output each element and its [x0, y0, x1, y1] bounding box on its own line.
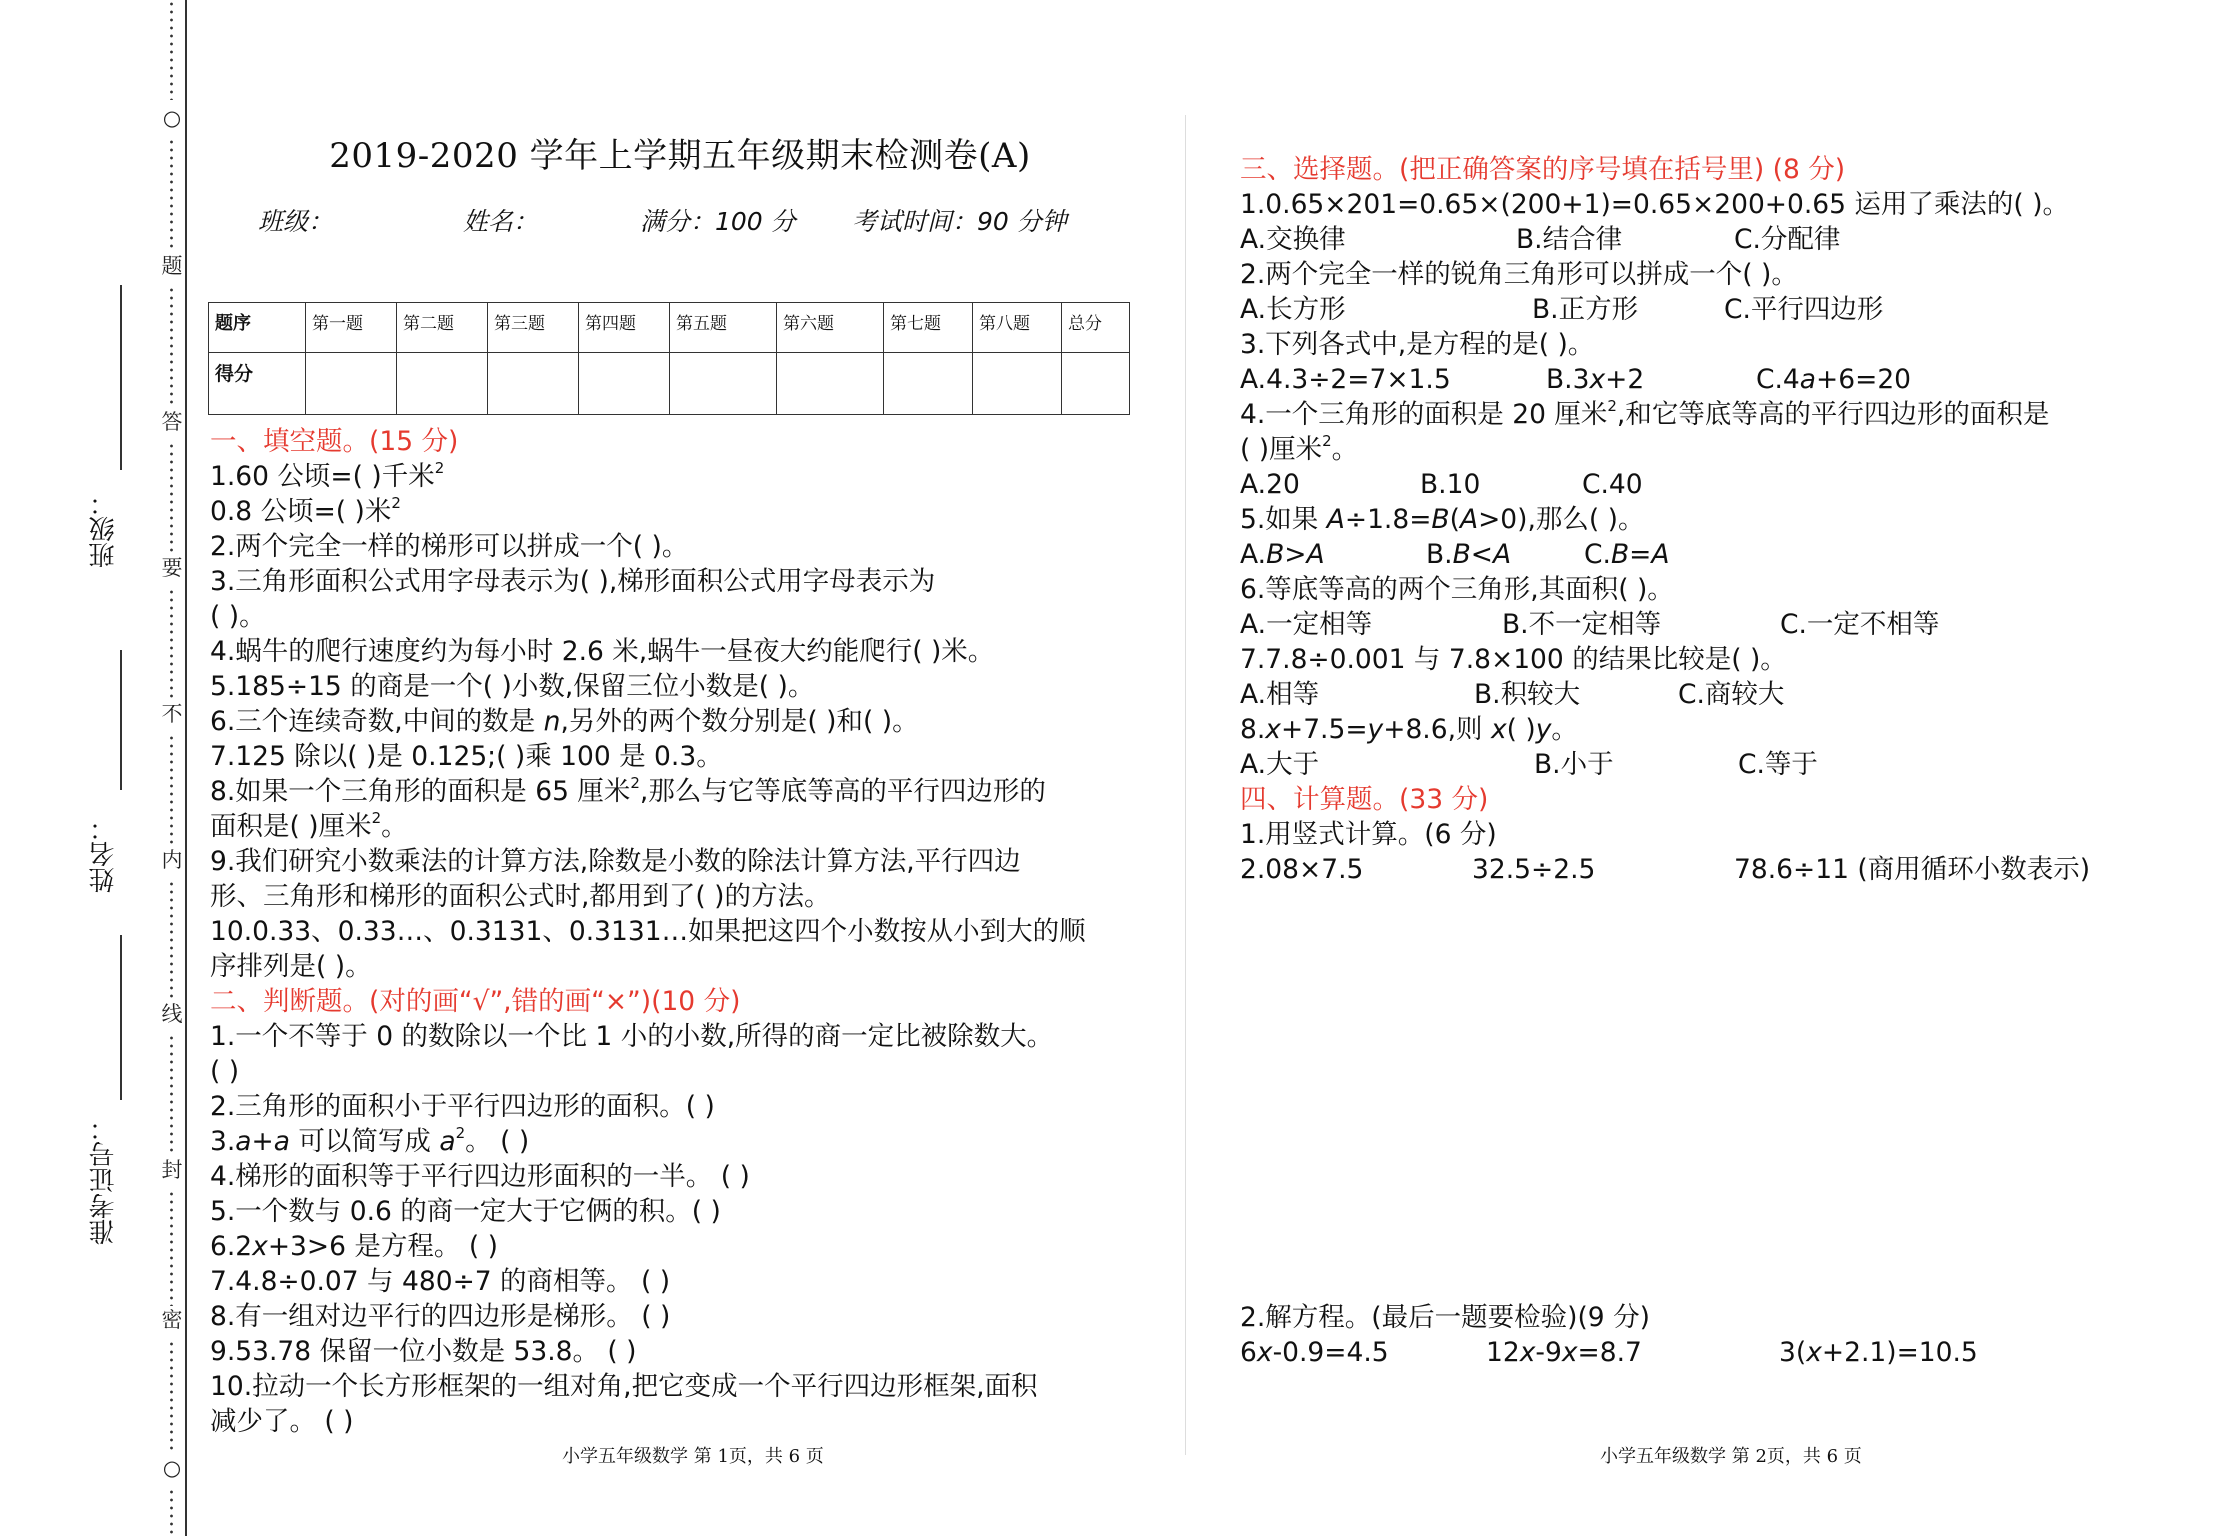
question-line: 10.0.33、0.33…、0.3131、0.3131…如果把这四个小数按从小到大的顺	[210, 916, 1086, 947]
right-column	[1240, 152, 2090, 887]
question-line: 2.解方程。(最后一题要检验)(9 分)	[1240, 1302, 1650, 1333]
table-header-cell: 第四题	[579, 303, 670, 353]
question-line: 1.用竖式计算。(6 分)	[1240, 819, 1497, 850]
exam-id-label: 准考证号：	[89, 1115, 119, 1245]
table-header-cell: 第五题	[670, 303, 777, 353]
page-footer-right: 小学五年级数学 第 2页，共 6 页	[1600, 1446, 1862, 1467]
question-line: 面积是( )厘米$^2$。	[210, 809, 408, 842]
score-cell[interactable]	[579, 353, 670, 415]
question-line: ( )厘米$^2$。	[1240, 432, 1359, 465]
section-heading-true-false: 二、判断题。(对的画“√”,错的画“×”)(10 分)	[210, 986, 741, 1017]
seal-char: 要	[161, 556, 183, 580]
question-line: 9.53.78 保留一位小数是 53.8。 ( )	[210, 1336, 637, 1367]
options-line: A.长方形 B.正方形 C.平行四边形	[1240, 294, 1884, 325]
equation-items: 6x-0.9=4.5 12x-9x=8.7 3(x+2.1)=10.5	[1240, 1337, 1978, 1368]
page-footer-left: 小学五年级数学 第 1页，共 6 页	[562, 1446, 824, 1467]
question-line: 序排列是( )。	[210, 951, 372, 982]
question-line: 8.x+7.5=y+8.6,则 x( )y。	[1240, 714, 1578, 745]
score-cell[interactable]	[670, 353, 777, 415]
score-table	[208, 302, 1130, 415]
seal-char: 线	[161, 1002, 183, 1026]
table-header-cell: 第一题	[306, 303, 397, 353]
class-field-label: 班级：	[258, 207, 334, 236]
question-line: 7.4.8÷0.07 与 480÷7 的商相等。 ( )	[210, 1266, 671, 1297]
question-line: 4.蜗牛的爬行速度约为每小时 2.6 米,蜗牛一昼夜大约能爬行( )米。	[210, 636, 995, 667]
question-line: 5.如果 A÷1.8=B(A>0),那么( )。	[1240, 504, 1645, 535]
question-line: 形、三角形和梯形的面积公式时,都用到了( )的方法。	[210, 881, 831, 912]
options-line: A.大于 B.小于 C.等于	[1240, 749, 1818, 780]
table-header-cell: 总分	[1062, 303, 1130, 353]
question-line: 6.2x+3>6 是方程。 ( )	[210, 1231, 498, 1262]
question-line: 4.梯形的面积等于平行四边形面积的一半。 ( )	[210, 1161, 750, 1192]
table-header-cell: 第二题	[397, 303, 488, 353]
binding-border	[185, 0, 187, 1536]
options-line: A.相等 B.积较大 C.商较大	[1240, 679, 1785, 710]
class-label: 班级：	[89, 490, 119, 568]
question-line: 3.三角形面积公式用字母表示为( ),梯形面积公式用字母表示为	[210, 566, 936, 597]
question-line: 3.下列各式中,是方程的是( )。	[1240, 329, 1595, 360]
name-label: 姓名：	[89, 815, 119, 893]
seal-circle-top: ○	[162, 106, 182, 130]
question-line: 1.60 公顷=( )千米$^2$	[210, 459, 445, 492]
page-title: 2019-2020 学年上学期五年级期末检测卷(A)	[329, 136, 1031, 176]
class-field-line	[120, 285, 122, 470]
options-line: A.B>A B.B<A C.B=A	[1240, 539, 1670, 570]
options-line: A.一定相等 B.不一定相等 C.一定不相等	[1240, 609, 1940, 640]
score-cell[interactable]	[397, 353, 488, 415]
question-line: 7.125 除以( )是 0.125;( )乘 100 是 0.3。	[210, 741, 723, 772]
question-line: ( )	[210, 1056, 240, 1087]
table-header-cell: 第六题	[777, 303, 884, 353]
score-cell[interactable]	[1062, 353, 1130, 415]
seal-char: 密	[161, 1308, 183, 1332]
score-cell[interactable]	[306, 353, 397, 415]
exam-time: 考试时间：90 分钟	[852, 207, 1067, 236]
name-field-label: 姓名：	[463, 207, 539, 236]
equation-section	[1240, 1300, 1978, 1370]
question-line: 0.8 公顷=( )米$^2$	[210, 494, 401, 527]
options-line: A.4.3÷2=7×1.5 B.3x+2 C.4a+6=20	[1240, 364, 1912, 395]
options-line: A.交换律 B.结合律 C.分配律	[1240, 224, 1841, 255]
seal-char: 不	[161, 702, 183, 726]
question-line: 5.一个数与 0.6 的商一定大于它俩的积。( )	[210, 1196, 721, 1227]
question-line: 8.如果一个三角形的面积是 65 厘米$^2$,那么与它等底等高的平行四边形的	[210, 774, 1046, 807]
question-line: 7.7.8÷0.001 与 7.8×100 的结果比较是( )。	[1240, 644, 1787, 675]
question-line: 3.a+a 可以简写成 $a^2$。 ( )	[210, 1124, 530, 1157]
table-header-cell: 第三题	[488, 303, 579, 353]
score-cell[interactable]	[884, 353, 973, 415]
binding-margin	[0, 0, 190, 1536]
seal-char: 内	[161, 848, 183, 872]
section-heading-calculation: 四、计算题。(33 分)	[1240, 784, 1489, 815]
question-line: 1.一个不等于 0 的数除以一个比 1 小的小数,所得的商一定比被除数大。	[210, 1021, 1054, 1052]
seal-char: 封	[161, 1158, 183, 1182]
score-row-label: 得分	[209, 353, 306, 415]
question-line: 10.拉动一个长方形框架的一组对角,把它变成一个平行四边形框架,面积	[210, 1371, 1038, 1402]
question-line: 5.185÷15 的商是一个( )小数,保留三位小数是( )。	[210, 671, 815, 702]
question-line: 1.0.65×201=0.65×(200+1)=0.65×200+0.65 运用了乘法的( )。	[1240, 189, 2070, 220]
question-line: 2.两个完全一样的梯形可以拼成一个( )。	[210, 531, 689, 562]
score-cell[interactable]	[488, 353, 579, 415]
left-column	[210, 424, 1086, 1439]
score-cell[interactable]	[973, 353, 1062, 415]
seal-char: 答	[161, 410, 183, 434]
question-line: 减少了。 ( )	[210, 1406, 354, 1437]
question-line: 2.三角形的面积小于平行四边形的面积。( )	[210, 1091, 715, 1122]
table-header-cell: 第七题	[884, 303, 973, 353]
question-line: ( )。	[210, 601, 266, 632]
question-line: 9.我们研究小数乘法的计算方法,除数是小数的除法计算方法,平行四边	[210, 846, 1021, 877]
options-line: A.20 B.10 C.40	[1240, 469, 1643, 500]
question-line: 8.有一组对边平行的四边形是梯形。 ( )	[210, 1301, 671, 1332]
seal-char: 题	[161, 254, 183, 278]
table-header-cell: 题序	[209, 303, 306, 353]
question-line: 2.两个完全一样的锐角三角形可以拼成一个( )。	[1240, 259, 1798, 290]
question-line: 4.一个三角形的面积是 20 厘米$^2$,和它等底等高的平行四边形的面积是	[1240, 397, 2050, 430]
table-header-cell: 第八题	[973, 303, 1062, 353]
section-heading-fill-blank: 一、填空题。(15 分)	[210, 426, 459, 457]
seal-line	[160, 0, 184, 1536]
name-field-line	[120, 650, 122, 790]
question-line: 6.三个连续奇数,中间的数是 n,另外的两个数分别是( )和( )。	[210, 706, 919, 737]
exam-id-field-line	[120, 935, 122, 1100]
seal-circle-bottom: ○	[162, 1456, 182, 1480]
calc-items: 2.08×7.5 32.5÷2.5 78.6÷11 (商用循环小数表示)	[1240, 854, 2091, 885]
score-cell[interactable]	[777, 353, 884, 415]
full-score: 满分：100 分	[640, 207, 796, 236]
page-divider	[1185, 115, 1186, 1455]
section-heading-multiple-choice: 三、选择题。(把正确答案的序号填在括号里) (8 分)	[1240, 154, 1846, 185]
question-line: 6.等底等高的两个三角形,其面积( )。	[1240, 574, 1674, 605]
